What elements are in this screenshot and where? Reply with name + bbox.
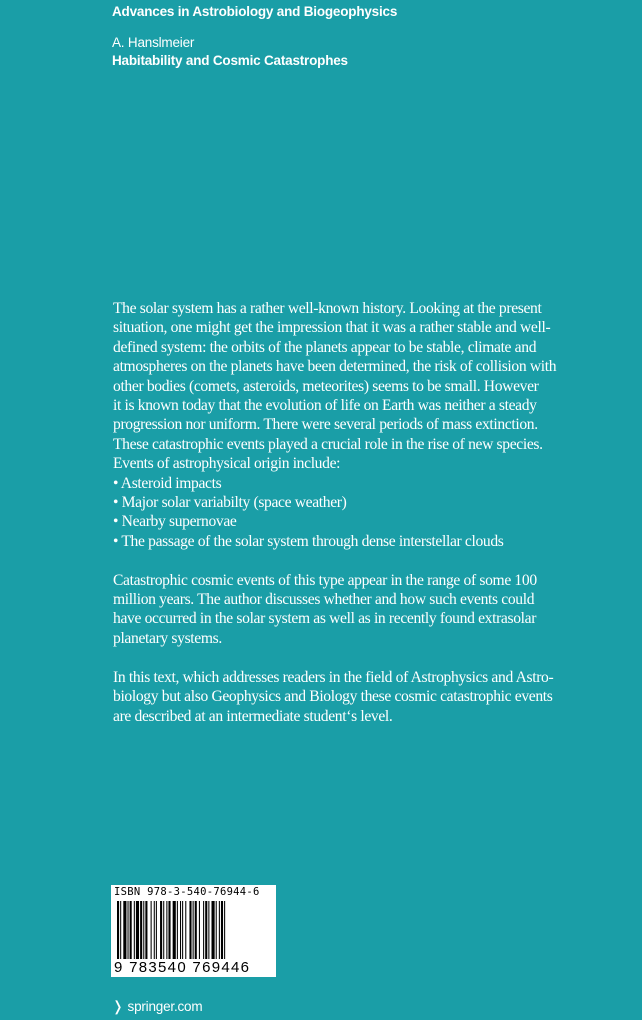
barcode-bar bbox=[134, 901, 135, 959]
blurb-paragraph-1 bbox=[113, 299, 575, 551]
book-title: Habitability and Cosmic Catastrophes bbox=[112, 53, 348, 68]
barcode-bar bbox=[156, 901, 157, 959]
blurb-line: The solar system has a rather well-known history. Looking at the present bbox=[113, 300, 542, 317]
barcode-bar bbox=[128, 901, 129, 959]
bullet-item: • The passage of the solar system through dense interstellar clouds bbox=[113, 532, 504, 550]
blurb-line: are described at an intermediate student‘s level. bbox=[113, 707, 393, 725]
barcode-bar bbox=[120, 901, 121, 959]
bullet-item: • Major solar variabilty (space weather) bbox=[113, 494, 347, 512]
barcode-bar bbox=[224, 901, 225, 959]
barcode-bar bbox=[193, 901, 194, 959]
barcode-bar bbox=[221, 901, 223, 959]
barcode-bar bbox=[219, 901, 220, 959]
blurb-line: defined system: the orbits of the planets appear to be stable, climate and bbox=[113, 338, 537, 356]
barcode-bar bbox=[130, 901, 132, 959]
website-link[interactable]: springer.com bbox=[127, 999, 203, 1014]
bullet-item: • Nearby supernovae bbox=[113, 513, 237, 531]
publisher-website[interactable] bbox=[112, 998, 202, 1015]
barcode-bar bbox=[195, 901, 197, 959]
blurb-line: atmospheres on the planets have been determined, the risk of collision with bbox=[113, 358, 557, 376]
barcode-bar bbox=[151, 901, 152, 959]
chevron-right-icon: ❭ bbox=[112, 998, 124, 1014]
blurb-paragraph-2 bbox=[113, 571, 575, 649]
blurb-line: Events of astrophysical origin include: bbox=[113, 455, 341, 473]
barcode-bar bbox=[117, 901, 119, 959]
barcode-bar bbox=[168, 901, 170, 959]
barcode-bar bbox=[203, 901, 204, 959]
barcode-bar bbox=[123, 901, 126, 959]
blurb-line: million years. The author discusses whether and how such events could bbox=[113, 591, 535, 609]
barcode-bar bbox=[205, 901, 207, 959]
barcode-bar bbox=[140, 901, 142, 959]
isbn-barcode bbox=[111, 885, 276, 977]
blurb-line: progression nor uniform. There were several periods of mass extinction. bbox=[113, 416, 538, 434]
author-name: A. Hanslmeier bbox=[112, 35, 195, 50]
ean-number: 9 783540 769446 bbox=[114, 959, 251, 976]
blurb-line: These catastrophic events played a crucial role in the rise of new species. bbox=[113, 435, 543, 453]
barcode-bar bbox=[189, 901, 191, 959]
barcode-bar bbox=[180, 901, 181, 959]
paragraph-gap bbox=[113, 551, 575, 570]
barcode-bars bbox=[117, 901, 269, 959]
blurb-line: other bodies (comets, asteroids, meteorites) seems to be small. However bbox=[113, 377, 539, 395]
barcode-bar bbox=[160, 901, 162, 959]
blurb-line: Catastrophic cosmic events of this type appear in the range of some 100 bbox=[113, 571, 537, 589]
blurb-line: it is known today that the evolution of life on Earth was neither a steady bbox=[113, 397, 537, 415]
blurb-paragraph-3 bbox=[113, 668, 575, 726]
series-title: Advances in Astrobiology and Biogeophysics bbox=[112, 4, 398, 19]
blurb-line: planetary systems. bbox=[113, 629, 222, 647]
barcode-bar bbox=[185, 901, 186, 959]
barcode-bar bbox=[208, 901, 209, 959]
bullet-item: • Asteroid impacts bbox=[113, 474, 222, 492]
barcode-bar bbox=[216, 901, 217, 959]
barcode-bar bbox=[182, 901, 183, 959]
paragraph-gap bbox=[113, 648, 575, 667]
blurb-line: have occurred in the solar system as well as in recently found extrasolar bbox=[113, 610, 537, 628]
isbn-number: ISBN 978-3-540-76944-6 bbox=[114, 886, 260, 898]
barcode-bar bbox=[173, 901, 176, 959]
back-cover-blurb bbox=[113, 299, 575, 726]
barcode-bar bbox=[145, 901, 147, 959]
barcode-bar bbox=[166, 901, 167, 959]
blurb-line: situation, one might get the impression that it was a rather stable and well- bbox=[113, 319, 551, 337]
barcode-bar bbox=[163, 901, 164, 959]
blurb-line: In this text, which addresses readers in the field of Astrophysics and Astro- bbox=[113, 668, 554, 686]
barcode-bar bbox=[212, 901, 215, 959]
blurb-line: biology but also Geophysics and Biology these cosmic catastrophic events bbox=[113, 688, 553, 706]
barcode-bar bbox=[143, 901, 144, 959]
barcode-bar bbox=[199, 901, 200, 959]
barcode-bar bbox=[136, 901, 139, 959]
barcode-bar bbox=[177, 901, 178, 959]
barcode-bar bbox=[154, 901, 155, 959]
